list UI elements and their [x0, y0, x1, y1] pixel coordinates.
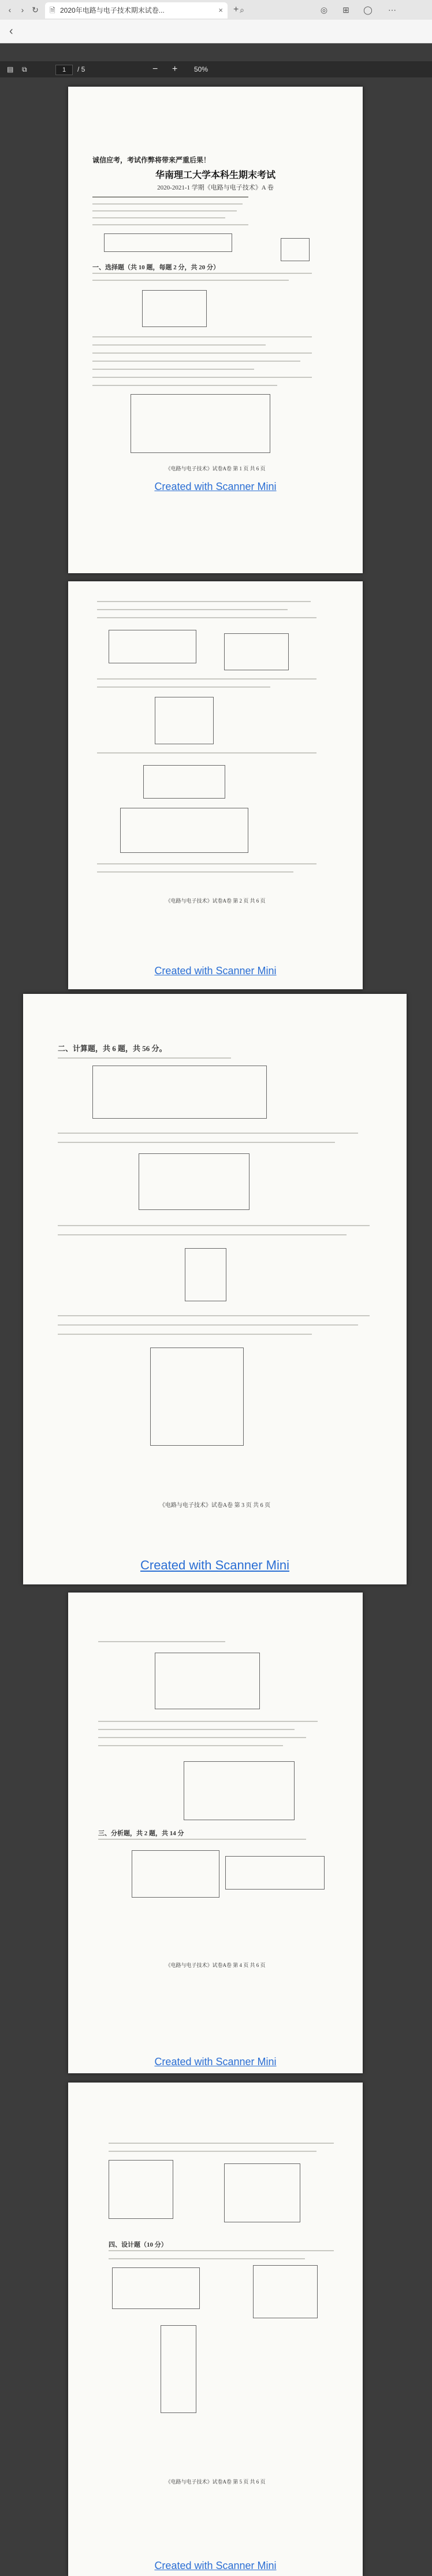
- amplifier-figure: [224, 633, 289, 670]
- navigation-row: [0, 20, 432, 43]
- section-heading: 四、设计题（10 分）: [109, 2241, 167, 2248]
- document-icon: 🗎: [50, 6, 55, 14]
- instructions-line: [92, 224, 248, 225]
- text-line: [58, 1315, 370, 1316]
- reload-icon[interactable]: ↻: [32, 5, 39, 14]
- instructions-line: [92, 203, 243, 205]
- text-line: [58, 1234, 347, 1235]
- text-line: [97, 609, 288, 610]
- integrity-notice: 诚信应考，考试作弊将带来严重后果！: [92, 156, 211, 164]
- text-line: [98, 1737, 306, 1738]
- instructions-line: [92, 210, 237, 211]
- text-line: [109, 2258, 305, 2259]
- profile-icon[interactable]: ◯: [363, 5, 373, 14]
- text-line: [58, 1324, 358, 1326]
- scanner-mini-link[interactable]: Created with Scanner Mini: [154, 2560, 277, 2571]
- pdf-page-5: [68, 2083, 363, 2576]
- thumbnail-icon[interactable]: ⧉: [22, 65, 27, 73]
- decoder-figure: [224, 2163, 300, 2222]
- truth-table-figure: [109, 2160, 173, 2219]
- close-tab-icon[interactable]: ×: [218, 6, 223, 14]
- menu-icon[interactable]: ⋯: [388, 5, 396, 14]
- text-line: [109, 2250, 334, 2251]
- circuit-figure: [109, 630, 196, 663]
- text-line: [97, 863, 316, 864]
- tab-title: 2020年电路与电子技术期末试卷...: [60, 6, 165, 14]
- pdf-toolbar: [0, 61, 432, 77]
- scanner-mini-link[interactable]: Created with Scanner Mini: [140, 1558, 289, 1572]
- browser-tab-bar: [0, 0, 432, 20]
- text-line: [92, 280, 289, 281]
- page-footer: 《电路与电子技术》试卷A卷 第 2 页 共 6 页: [165, 898, 266, 904]
- text-line: [109, 2143, 334, 2144]
- rectifier-circuit-figure: [184, 1761, 295, 1820]
- pdf-page-4: [68, 1593, 363, 2073]
- text-line: [97, 752, 316, 754]
- search-icon[interactable]: ⌕: [240, 5, 244, 14]
- section-heading: 三、分析题，共 2 题，共 14 分: [98, 1830, 184, 1837]
- section-heading: 二、计算题，共 6 题，共 56 分。: [58, 1044, 167, 1053]
- pdf-page-2: [68, 581, 363, 989]
- function-table-figure: [253, 2265, 318, 2318]
- text-line: [92, 385, 277, 386]
- text-line: [97, 686, 270, 688]
- page-footer: 《电路与电子技术》试卷A卷 第 5 页 共 6 页: [165, 2479, 266, 2485]
- flipflop-figure: [132, 1850, 219, 1898]
- gate-figure: [143, 765, 225, 799]
- score-table: [104, 233, 232, 252]
- zoom-level[interactable]: 50%: [194, 65, 208, 73]
- zoom-out-button[interactable]: −: [152, 64, 158, 74]
- pdf-page-3: [23, 994, 407, 1584]
- text-line: [92, 352, 312, 354]
- text-line: [97, 617, 316, 618]
- scanner-mini-link[interactable]: Created with Scanner Mini: [154, 2056, 277, 2068]
- nav-back-icon[interactable]: ‹: [9, 25, 13, 38]
- circuit-figure: [92, 1066, 267, 1119]
- school-heading: 华南理工大学本科生期末考试: [155, 170, 275, 180]
- sidebar-toggle-icon[interactable]: ▤: [7, 65, 14, 73]
- zoom-in-button[interactable]: +: [172, 64, 178, 74]
- text-line: [98, 1641, 225, 1642]
- page-footer: 《电路与电子技术》试卷A卷 第 1 页 共 6 页: [165, 466, 266, 472]
- page-total: / 5: [77, 65, 85, 73]
- extensions-icon[interactable]: ⊞: [342, 5, 349, 14]
- text-line: [97, 678, 316, 680]
- globe-icon[interactable]: ◎: [320, 5, 328, 14]
- section-heading: 一、选择题（共 10 题，每题 2 分，共 20 分）: [92, 264, 219, 271]
- chip-figure: [161, 2325, 196, 2413]
- text-line: [92, 377, 312, 378]
- logic-circuit-figure: [155, 697, 214, 744]
- page-footer: 《电路与电子技术》试卷A卷 第 4 页 共 6 页: [165, 1962, 266, 1968]
- instructions-line: [92, 217, 225, 218]
- text-line: [92, 369, 254, 370]
- pdf-page-1: [68, 87, 363, 573]
- amplifier-circuit-figure: [150, 1348, 244, 1446]
- text-line: [92, 336, 312, 337]
- text-line: [58, 1057, 231, 1059]
- text-line: [58, 1142, 335, 1143]
- exam-title: 2020-2021-1 学期《电路与电子技术》A 卷: [157, 184, 274, 191]
- forward-icon[interactable]: ›: [21, 5, 24, 14]
- page-footer: 《电路与电子技术》试卷A卷 第 3 页 共 6 页: [159, 1502, 271, 1509]
- text-line: [98, 1745, 283, 1746]
- text-line: [92, 344, 266, 346]
- circuit-figure: [142, 290, 207, 327]
- text-line: [98, 1839, 306, 1840]
- text-line: [92, 273, 312, 274]
- text-line: [98, 1721, 318, 1722]
- text-line: [58, 1133, 358, 1134]
- rc-circuit-figure: [139, 1153, 249, 1210]
- text-line: [92, 361, 300, 362]
- score-box: [281, 238, 310, 261]
- new-tab-button[interactable]: +: [233, 5, 239, 14]
- back-icon[interactable]: ‹: [8, 5, 12, 14]
- text-line: [98, 1729, 295, 1730]
- text-line: [97, 871, 293, 873]
- page-number-input[interactable]: 1: [55, 65, 73, 75]
- text-line: [97, 601, 311, 602]
- text-line: [109, 2151, 316, 2152]
- scanner-mini-link[interactable]: Created with Scanner Mini: [154, 965, 277, 977]
- text-line: [58, 1225, 370, 1226]
- circuit-figure: [112, 2267, 200, 2309]
- counter-figure: [120, 808, 248, 853]
- instructions-line: [92, 196, 248, 198]
- scanner-mini-link[interactable]: Created with Scanner Mini: [154, 481, 277, 492]
- transformer-figure: [185, 1248, 226, 1301]
- opamp-circuit-figure: [155, 1653, 260, 1709]
- waveform-figure: [225, 1856, 325, 1890]
- text-line: [58, 1334, 312, 1335]
- browser-tab[interactable]: [45, 2, 228, 18]
- transistor-circuit-figure: [131, 394, 270, 453]
